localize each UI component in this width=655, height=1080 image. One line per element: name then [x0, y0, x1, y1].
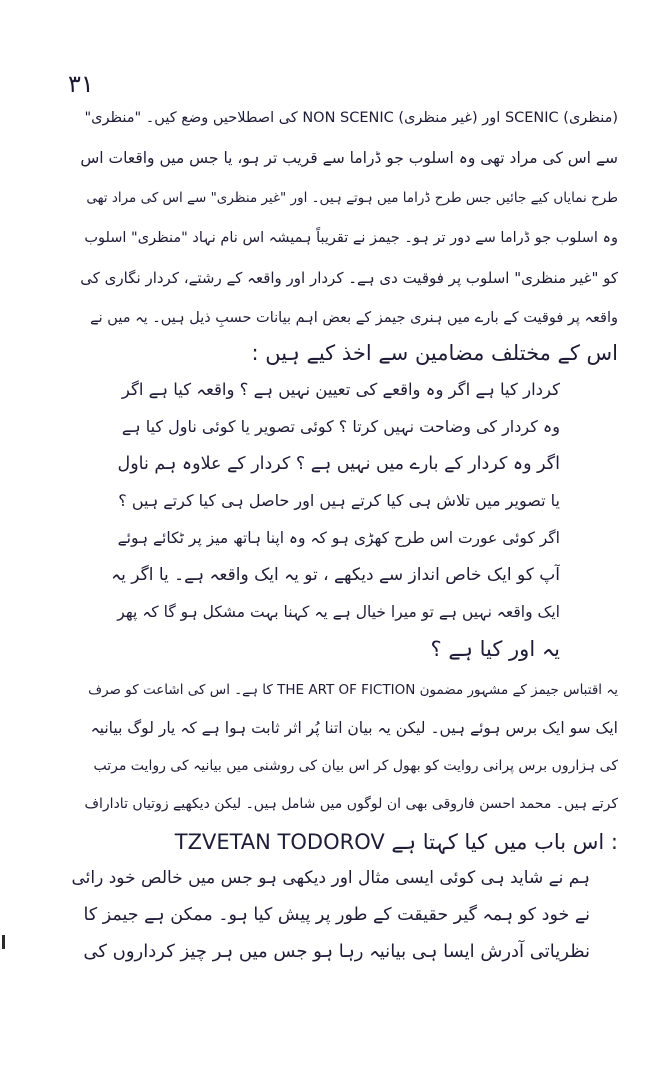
quote-line: یہ اور کیا ہے ؟	[430, 637, 560, 661]
paragraph-line: اس کے مختلف مضامین سے اخذ کیے ہیں :	[251, 341, 618, 365]
paragraph-line: کی ہزاروں برس پرانی روایت کو بھول کر اس بیان کی روشنی میں بیانیہ کی روایت مرتب	[93, 758, 618, 774]
quote-line: اگر وہ کردار کے بارے میں نہیں ہے ؟ کردار کے علاوہ ہم ناول	[117, 454, 560, 474]
paragraph-line: واقعہ پر فوقیت کے بارے میں ہنری جیمز کے بعض اہم بیانات حسبِ ذیل ہیں۔ یہ میں نے	[90, 310, 618, 326]
quote-line: کردار کیا ہے اگر وہ واقعے کی تعیین نہیں ہے ؟ واقعہ کیا ہے اگر	[121, 380, 560, 399]
paragraph-line: (منظری) SCENIC اور (غیر منظری) NON SCENIC کی اصطلاحیں وضع کیں۔ "منظری"	[84, 110, 618, 126]
paragraph-line: کو "غیر منظری" اسلوب پر فوقیت دی ہے۔ کردار اور واقعہ کے رشتے، کردار نگاری کی	[80, 269, 618, 287]
margin-mark	[2, 935, 5, 949]
paragraph-line: کرتے ہیں۔ محمد احسن فاروقی بھی ان لوگوں میں شامل ہیں۔ لیکن دیکھیے زوتیاں تاداراف	[84, 796, 618, 812]
quote-line: ایک واقعہ نہیں ہے تو میرا خیال ہے یہ کہنا بہت مشکل ہو گا کہ پھر	[117, 603, 560, 621]
quote-line: اگر کوئی عورت اس طرح کھڑی ہو کہ وہ اپنا ہاتھ میز پر ٹکائے ہوئے	[117, 529, 560, 547]
quote-line: نظریاتی آدرش ایسا ہی بیانیہ رہا ہو جس میں ہر چیز کرداروں کی	[83, 941, 590, 962]
paragraph-line: طرح نمایاں کیے جائیں جس طرح ڈراما میں ہوتے ہیں۔ اور "غیر منظری" سے اس کی مراد تھی	[86, 190, 618, 206]
quote-line: نے خود کو ہمہ گیر حقیقت کے طور پر پیش کیا ہو۔ ممکن ہے جیمز کا	[83, 905, 590, 925]
paragraph-line: ایک سو ایک برس ہوئے ہیں۔ لیکن یہ بیان اتنا پُر اثر ثابت ہوا ہے کہ یار لوگ بیانیہ	[90, 719, 618, 737]
paragraph-line: TZVETAN TODOROV اس باب میں کیا کہتا ہے :	[174, 830, 618, 854]
quote-line: یا تصویر میں تلاش ہی کیا کرتے ہیں اور حاصل ہی کیا کرتے ہیں ؟	[118, 491, 560, 510]
paragraph-line: یہ اقتباس جیمز کے مشہور مضمون THE ART OF FICTION کا ہے۔ اس کی اشاعت کو صرف	[88, 682, 618, 698]
paragraph-line: وہ اسلوب جو ڈراما سے دور تر ہو۔ جیمز نے تقریباً ہمیشہ اس نام نہاد "منظری" اسلوب	[84, 230, 618, 246]
paragraph-line: سے اس کی مراد تھی وہ اسلوب جو ڈراما سے قریب تر ہو، یا جس میں واقعات اس	[80, 149, 618, 167]
page-number: ۳۱	[68, 70, 94, 98]
quote-line: آپ کو ایک خاص انداز سے دیکھے ، تو یہ ایک واقعہ ہے۔ یا اگر یہ	[111, 565, 560, 585]
quote-line: وہ کردار کی وضاحت نہیں کرتا ؟ کوئی تصویر یا کوئی ناول کیا ہے	[121, 417, 560, 436]
quote-line: ہم نے شاید ہی کوئی ایسی مثال اور دیکھی ہو جس میں خالص خود رائی	[71, 868, 590, 888]
